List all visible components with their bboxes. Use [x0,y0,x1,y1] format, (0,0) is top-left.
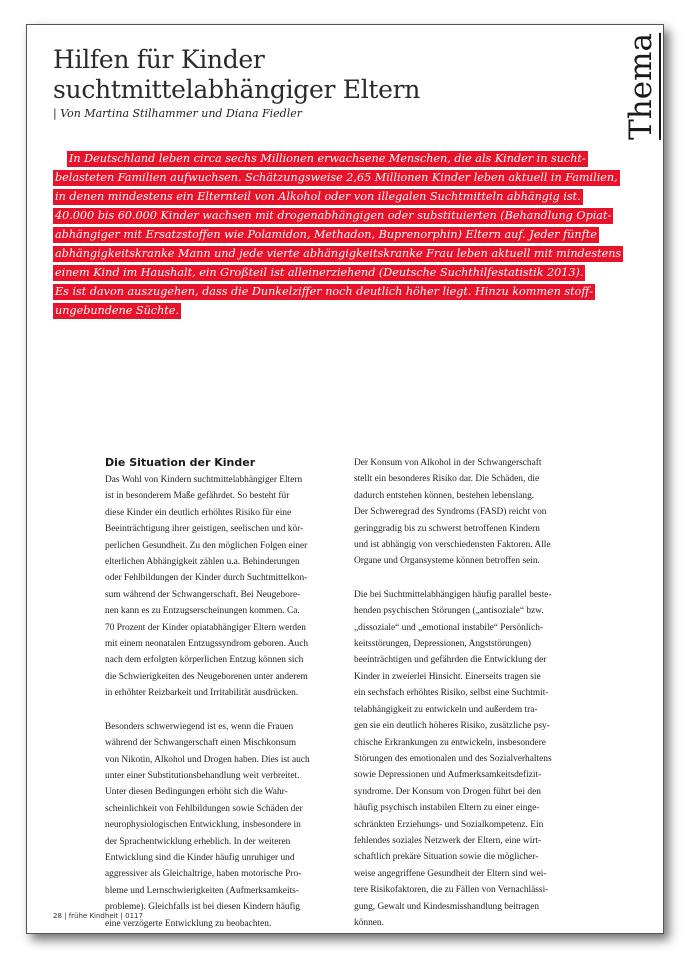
text-line: Entwicklung sind die Kinder häufig unruhiger und [105,852,295,863]
paragraph [105,472,327,702]
text-line: stellt ein besonderes Risiko dar. Die Schäden, die [354,474,540,485]
text-line: 70 Prozent der Kinder opiatabhängiger Eltern werden [105,622,306,633]
intro-line [53,301,601,320]
text-line: sowie Depressionen und Aufmerksamkeitsdefizit- [354,770,542,781]
left-column [105,455,327,934]
text-line: elterlichen Abhängigkeit zählen u.a. Behinderungen [105,557,300,568]
text-line: Der Schweregrad des Syndroms (FASD) reicht von [354,507,547,518]
intro-line-text: 40.000 bis 60.000 Kinder wachsen mit drogenabhängigen oder substituierten (Behandlung Opiat- [55,209,612,222]
text-line: häufig psychisch instabilen Eltern zu einer einge- [354,803,540,814]
text-line: Organe und Organsysteme können betroffen sein. [354,556,540,567]
text-line: schaftlich prekäre Situation sowie die möglicher- [354,852,539,863]
text-line: gen sie ein deutlich höheres Risiko, zusätzliche psy- [354,721,550,732]
text-line: oder Fehlbildungen der Kinder durch Suchtmittelkon- [105,573,308,584]
text-line: telabhängigkeit zu entwickeln und außerdem tra- [354,704,538,715]
intro-line-text: In Deutschland leben circa sechs Millionen erwachsene Menschen, die als Kinder in sucht- [69,152,586,165]
text-line: syndrome. Der Konsum von Drogen führt bei den [354,786,541,797]
section-tag [623,33,659,183]
text-line: weise angegriffene Gesundheit der Eltern sind wei- [354,868,547,879]
section-tag-label: Thema [623,33,659,140]
text-line: in erhöhter Reizbarkeit und Irritabilität ausdrücken. [105,688,299,699]
text-line: dadurch entstehen können, bestehen lebenslang. [354,490,535,501]
intro-line [53,187,601,206]
article-title [53,45,573,105]
paragraph [354,587,576,932]
intro-line-text: einem Kind im Haushalt, ein Großteil ist alleinerziehend (Deutsche Suchthilfestatistik 2013). [55,266,584,279]
text-line: mit einem neonatalen Entzugssyndrom geboren. Auch [105,639,309,650]
text-line: die Schwierigkeiten des Neugeborenen unter anderem [105,671,308,682]
article-byline: | Von Martina Stilhammer und Diana Fiedler [53,107,302,120]
intro-text [53,149,622,320]
text-line: nen kann es zu Entzugserscheinungen kommen. Ca. [105,606,300,617]
text-line: Das Wohl von Kindern suchtmittelabhängiger Eltern [105,475,303,485]
article-title-line: suchtmittelabhängiger Eltern [53,75,421,104]
text-line: schränkten Erziehungs- und Sozialkompetenz. Ein [354,819,544,830]
intro-line [53,149,601,168]
text-line: bleme und Lernschwierigkeiten (Aufmerksamkeits- [105,885,299,896]
text-line: sum während der Schwangerschaft. Bei Neugebore- [105,589,301,600]
text-line: Unter diesen Bedingungen erhöht sich die Wahr- [105,787,288,798]
text-line: eine verzögerte Entwicklung zu beobachten. [105,918,272,929]
right-column [354,455,576,934]
text-line: von Nikotin, Alkohol und Drogen haben. Dies ist auch [105,754,310,765]
paragraph [105,719,327,932]
text-line: Die bei Suchtmittelabhängigen häufig parallel beste- [354,589,552,600]
page-footer: 28 | frühe Kindheit | 0117 [53,912,143,920]
text-line: diese Kinder ein deutlich erhöhtes Risiko für eine [105,507,292,518]
text-line: fehlendes soziales Netzwerk der Eltern, eine wirt- [354,835,542,846]
text-line: können. [354,917,384,928]
text-line: Der Konsum von Alkohol in der Schwangerschaft [354,458,542,468]
intro-line [53,168,618,187]
intro-line-text: abhängigkeitskranke Mann und jede vierte abhängigkeitskranke Frau leben aktuell mit mindestens [55,247,622,260]
text-line: beeinträchtigen und gefährden die Entwicklung der [354,655,547,666]
intro-line [53,282,601,301]
section-heading: Die Situation der Kinder [105,456,256,469]
intro-line [53,244,622,263]
intro-line [53,225,601,244]
intro-line-text: in denen mindestens ein Elternteil von Alkohol oder von illegalen Suchtmitteln abhängig ist. [55,190,581,203]
text-line: ein sechsfach erhöhtes Risiko, selbst eine Suchtmit- [354,688,549,699]
text-line: ist in besonderem Maße gefährdet. So besteht für [105,491,290,502]
text-line: henden psychischen Störungen („antisoziale“ bzw. [354,606,544,617]
paragraph [354,455,576,570]
text-line: chische Erkrankungen zu entwickeln, insbesondere [354,737,546,748]
text-line: gung, Gewalt und Kindesmisshandlung beitragen [354,901,540,912]
intro-line [53,206,612,225]
text-line: keitsstörungen, Depressionen, Angststörungen) [354,639,532,650]
text-line: probleme). Gleichfalls ist bei diesen Kindern häufig [105,902,300,913]
text-line: scheinlichkeit von Fehlbildungen sowie Schäden der [105,803,303,814]
text-line: aggressiver als Gleichaltrige, haben motorische Pro- [105,869,302,880]
text-line: nach dem erfolgten körperlichen Entzug können sich [105,655,304,666]
text-line: perlichen Gesundheit. Zu den möglichen Folgen einer [105,540,308,551]
text-line: Störungen des emotionalen und des Sozialverhaltens [354,753,552,764]
text-line: Kinder in zweierlei Hinsicht. Einerseits tragen sie [354,671,541,682]
text-line: neurophysiologischen Entwicklung, insbesondere in [105,820,301,831]
magazine-page [26,24,664,934]
text-line: „dissoziale“ und „emotional instabile“ Persönlich- [354,622,544,633]
intro-line [53,263,601,282]
intro-line-text: abhängiger mit Ersatzstoffen wie Polamidon, Methadon, Buprenorphin) Eltern auf. Jeder fünfte [55,228,597,241]
text-line: und ist abhängig von verschiedensten Faktoren. Alle [354,540,551,551]
text-line: geringgradig bis zu schwerst betroffenen Kindern [354,523,540,534]
text-line: während der Schwangerschaft einen Mischkonsum [105,738,297,749]
intro-line-text: belasteten Familien aufwuchsen. Schätzungsweise 2,65 Millionen Kinder leben aktuell in Familien, [55,171,618,184]
intro-line-text: ungebundene Süchte. [55,304,179,317]
text-line: Beeinträchtigung ihrer geistigen, seelischen und kör- [105,524,304,535]
text-line: Besonders schwerwiegend ist es, wenn die Frauen [105,721,294,732]
text-line: tere Risikofaktoren, die zu Fällen von Vernachlässi- [354,885,549,896]
article-title-line: Hilfen für Kinder [53,45,265,74]
text-line: der Sprachentwicklung erheblich. In der weiteren [105,836,291,847]
text-line: unter einer Substitutionsbehandlung weit verbreitet. [105,770,300,781]
intro-line-text: Es ist davon auszugehen, dass die Dunkelziffer noch deutlich höher liegt. Hinzu kommen stoff- [55,285,594,298]
